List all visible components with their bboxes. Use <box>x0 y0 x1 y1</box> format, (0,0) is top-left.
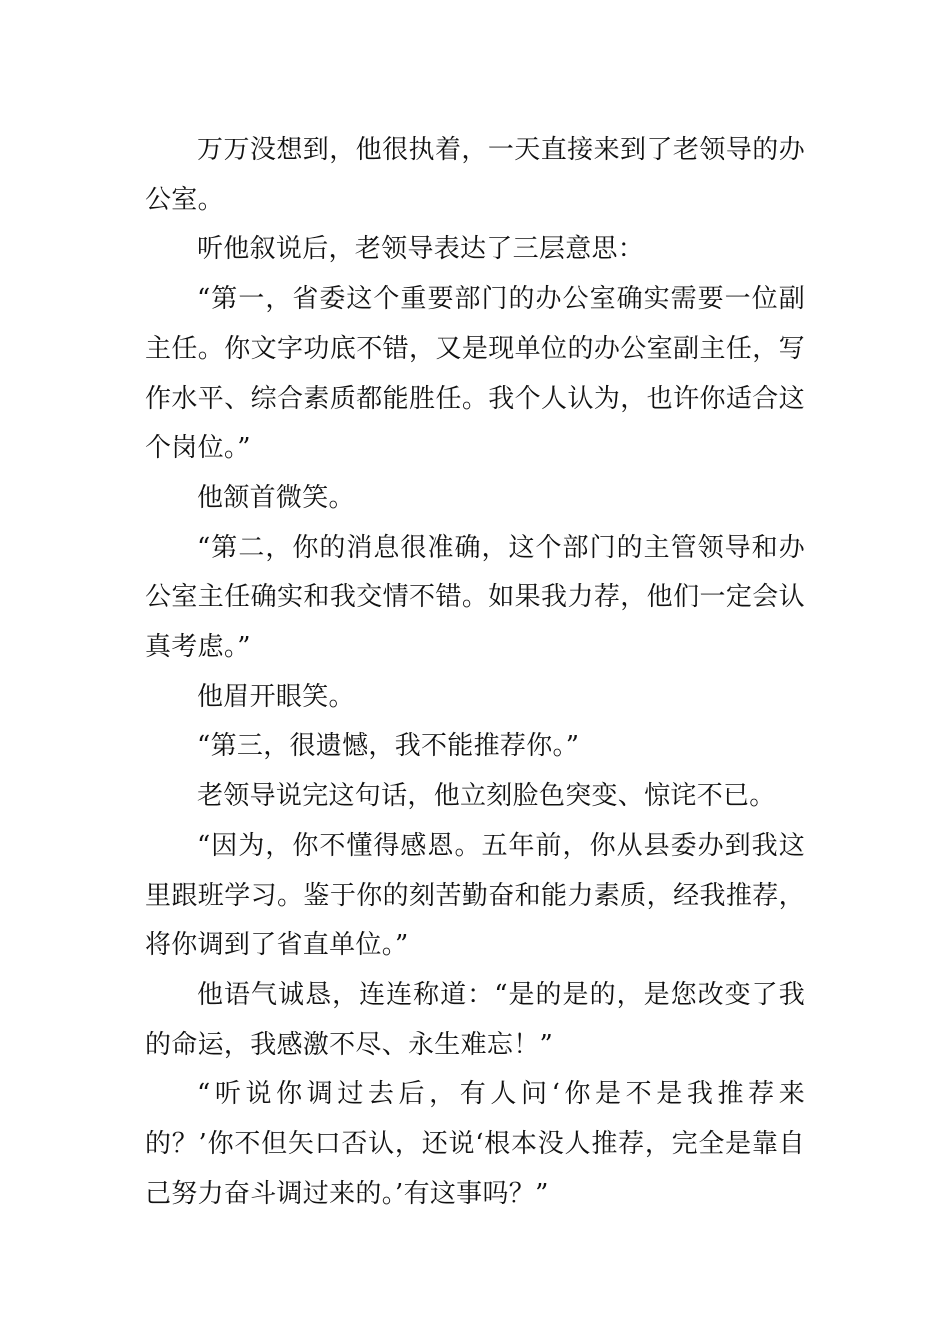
paragraph: 听他叙说后，老领导表达了三层意思： <box>197 234 645 265</box>
paragraph: “第二，你的消息很准确，这个部门的主管领导和办公室主任确实和我交情不错。如果我力荐，他们一定会认真考虑。” <box>145 532 805 663</box>
paragraph: 老领导说完这句话，他立刻脸色突变、惊诧不已。 <box>197 781 776 812</box>
paragraph: 万万没想到，他很执着，一天直接来到了老领导的办公室。 <box>145 135 805 215</box>
paragraph: 他颔首微笑。 <box>197 482 355 513</box>
paragraph: 他眉开眼笑。 <box>197 681 355 712</box>
document-body <box>145 126 805 1219</box>
paragraph: “因为，你不懂得感恩。五年前，你从县委办到我这里跟班学习。鉴于你的刻苦勤奋和能力素质，经我推荐，将你调到了省直单位。” <box>145 830 805 961</box>
paragraph: “第一，省委这个重要部门的办公室确实需要一位副主任。你文字功底不错，又是现单位的办公室副主任，写作水平、综合素质都能胜任。我个人认为，也许你适合这个岗位。” <box>145 284 805 464</box>
paragraph: “第三，很遗憾，我不能推荐你。” <box>197 731 580 762</box>
paragraph: 他语气诚恳，连连称道：“是的是的，是您改变了我的命运，我感激不尽、永生难忘！” <box>145 979 805 1060</box>
paragraph: “听说你调过去后，有人问‘你是不是我推荐来的？’你不但矢口否认，还说‘根本没人推荐，完全是靠自己努力奋斗调过来的。’有这事吗？” <box>145 1079 805 1209</box>
